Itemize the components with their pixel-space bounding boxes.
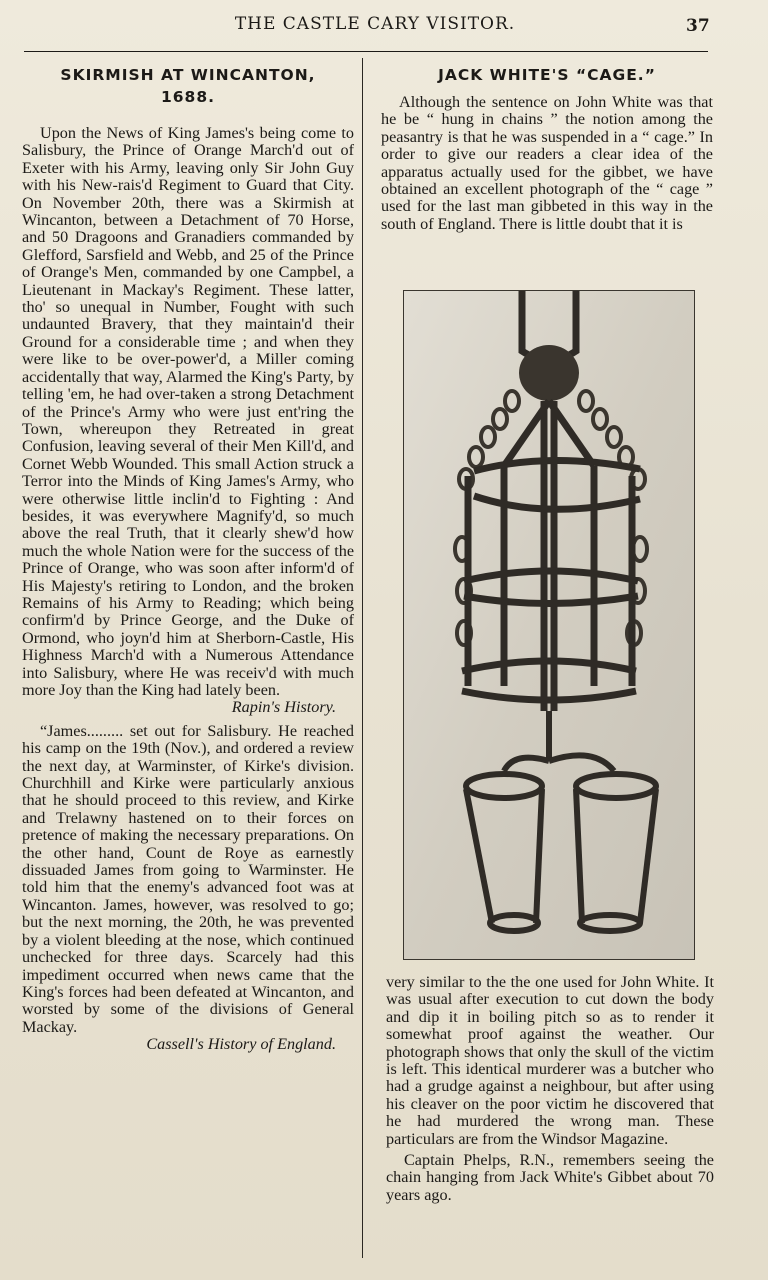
left-paragraph-2: “James......... set out for Salisbury. He reached his camp on the 19th (Nov.), and ordered a review the next day, at Warminster, of Kirke's division. Churchhill and Kirke were particularly anxious that he should proceed to this review, and Kirke and Trelawny hastened on to their forces on pretence of making the necessary preparations. On the other hand, Count de Roye as earnestly dissuaded James from going to Warminster. He told him that the enemy's advanced foot was at Wincanton. James, however, was resolved to go; but the next morning, the 20th, he was prevented by a violent bleeding at the nose, which continued unchecked for three days. Scarcely had this impediment occurred when news came that the King's forces had been defeated at Wincanton, and worsted by some of the divisions of General Mackay. xyxy=(22,721,354,1036)
right-paragraph-1: Although the sentence on John White was that he be “ hung in chains ” the notion among the peasantry is that he was suspended in a “ cage.” In order to give our readers a clear idea of the apparatus actually used for the gibbet, we have obtained an excellent photograph of the “ cage ” used for the last man gibbeted in this way in the south of England. There is little doubt that it is xyxy=(381,93,713,233)
gibbet-cage-photograph xyxy=(403,290,695,960)
right-column xyxy=(381,64,713,233)
right-paragraph-1-continued: very similar to the the one used for John White. It was usual after execution to cut down the body and dip it in boiling pitch so as to render it somewhat proof against the weather. Our photograph shows that only the skull of the victim is left. This identical murderer was a butcher who had a grudge against a neighbour, but after using his cleaver on the poor victim he discovered that he had murdered the wrong man. These particulars are from the Windsor Magazine. xyxy=(386,973,714,1148)
left-column xyxy=(22,64,354,1054)
gibbet-cage-image xyxy=(404,291,694,959)
page-number: 37 xyxy=(686,16,710,36)
left-article-title xyxy=(22,64,354,108)
left-attribution-1: Rapin's History. xyxy=(231,698,336,717)
right-paragraph-2: Captain Phelps, R.N., remembers seeing the chain hanging from Jack White's Gibbet about 70 years ago. xyxy=(386,1151,714,1204)
left-title-line2: 1688. xyxy=(160,88,216,106)
column-divider xyxy=(362,58,363,1258)
header-rule xyxy=(24,51,708,52)
right-column-lower xyxy=(386,974,714,1204)
left-paragraph-1: Upon the News of King James's being come to Salisbury, the Prince of Orange March'd out of Exeter with his Army, leaving only Sir John Guy with his New-rais'd Regiment to Guard that City. On November 20th, there was a Skirmish at Wincanton, between a Detachment of 70 Horse, and 50 Dragoons and Granadiers commanded by Glefford, Sarsfield and Webb, and 25 of the Prince of Orange's Men, commanded by one Campbel, a Lieutenant in Mackay's Regiment. These latter, tho' so unequal in Number, Fought with such undaunted Bravery, that they maintain'd their Ground for a considerable time ; and when they were like to be over-power'd, a Miller coming accidentally that way, Alarmed the King's Party, by telling 'em, he had over-taken a strong Detachment of the Prince's Army who were just ent'ring the Town, whereupon they Retreated in great Confusion, leaving several of their Men Kill'd, and Cornet Webb Wounded. This small Action struck a Terror into the Minds of King James's Army, who were otherwise little inclin'd to Fighting : And besides, it was everywhere Magnify'd, so much above the real Truth, that it clearly shew'd how much the whole Nation were for the success of the Prince of Orange, who was soon after inform'd of His Majesty's retiring to London, and the broken Remains of his Army to Reading; which being confirm'd by Prince George, and the Duke of Ormond, who joyn'd him at Sherborn-Castle, His Highness March'd with a Numerous Attendance into Salisbury, where He was receiv'd with much more Joy than the King had lately been. xyxy=(22,124,354,699)
left-attribution-2: Cassell's History of England. xyxy=(146,1035,336,1054)
right-article-title: JACK WHITE'S “CAGE.” xyxy=(438,66,656,84)
running-title: THE CASTLE CARY VISITOR. xyxy=(234,14,516,34)
left-title-line1: SKIRMISH AT WINCANTON, xyxy=(60,66,316,84)
